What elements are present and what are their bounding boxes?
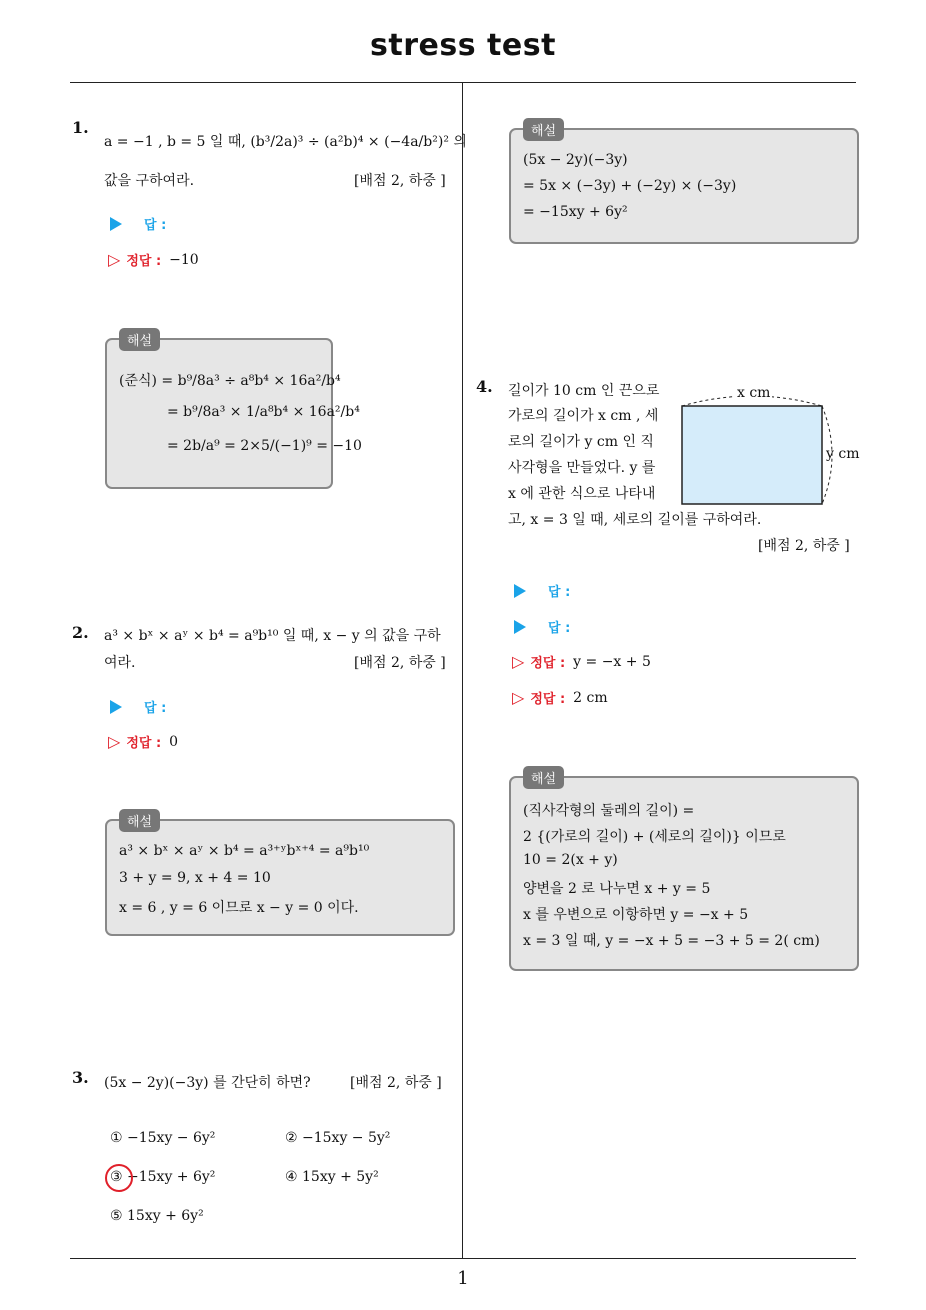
play-filled-icon [110,217,122,231]
q1-explanation-box [105,334,362,489]
q4-correct-value-2: 2 cm [573,689,608,706]
q3-explain-line: = −15xy + 6y² [523,204,628,220]
header-rule [70,82,856,83]
play-filled-icon [110,700,122,714]
page-title: stress test [370,28,556,63]
page-number: 1 [457,1268,469,1289]
diagram-top-label: x cm [737,385,771,401]
play-outline-icon: ▷ [512,652,525,671]
q2-correct-value: 0 [169,733,179,750]
q1-number: 1. [72,118,89,137]
q2-explain-line: 3 + y = 9, x + 4 = 10 [119,870,271,886]
q1-correct-row [108,250,199,269]
diagram-right-label: y cm [826,446,860,462]
q4-correct-value-1: y = −x + 5 [573,653,651,670]
q4-explain-line: (직사각형의 둘레의 길이) = [523,803,695,819]
q4-correct-label-1: 정답 : [530,656,566,671]
q2-text-line2: 여라. [104,655,136,671]
q1-text-line1: a = −1 , b = 5 일 때, (b³/2a)³ ÷ (a²b)⁴ × (−4a/b²)² 의 [104,134,467,150]
q1-score-meta: [배점 2, 하중 ] [354,173,446,189]
play-filled-icon [514,584,526,598]
q3-score-meta: [배점 2, 하중 ] [350,1075,442,1091]
q3-choice-3[interactable]: ③ −15xy + 6y² [110,1169,216,1185]
q4-explanation-tag: 해설 [523,766,564,789]
q1-explain-line: = b⁹/8a³ × 1/a⁸b⁴ × 16a²/b⁴ [167,404,360,420]
q4-explain-line: 10 = 2(x + y) [523,852,618,868]
q4-text-line: 로의 길이가 y cm 인 직 [508,434,654,450]
q3-explain-line: = 5x × (−3y) + (−2y) × (−3y) [523,178,737,194]
play-outline-icon: ▷ [108,732,121,751]
q1-correct-value: −10 [169,251,199,268]
q3-explanation-tag: 해설 [523,118,564,141]
q4-answer-row-2[interactable] [514,617,570,636]
selected-answer-circle-icon [105,1164,133,1192]
q4-text-line: 사각형을 만들었다. y 를 [508,460,656,476]
q2-text-line1: a³ × bˣ × aʸ × b⁴ = a⁹b¹⁰ 일 때, x − y 의 값을 구하 [104,628,441,644]
q1-explain-line: (준식) = b⁹/8a³ ÷ a⁸b⁴ × 16a²/b⁴ [119,373,341,389]
q3-text-line1: (5x − 2y)(−3y) 를 간단히 하면? [104,1075,311,1091]
q3-choice-1[interactable]: ① −15xy − 6y² [110,1130,216,1146]
q4-text-line: x 에 관한 식으로 나타내 [508,486,656,502]
q2-explain-line: x = 6 , y = 6 이므로 x − y = 0 이다. [119,900,359,916]
q4-correct-row-1 [512,652,651,671]
rectangle-shape [682,406,822,504]
q4-answer-row-1[interactable] [514,581,570,600]
q3-choice-5[interactable]: ⑤ 15xy + 6y² [110,1208,204,1224]
play-outline-icon: ▷ [512,688,525,707]
q4-explain-line: x 를 우변으로 이항하면 y = −x + 5 [523,907,749,923]
q2-answer-row[interactable] [110,697,166,716]
q3-number: 3. [72,1068,89,1087]
play-outline-icon: ▷ [108,250,121,269]
q3-choice-2[interactable]: ② −15xy − 5y² [285,1130,391,1146]
q1-explanation-tag: 해설 [119,328,160,351]
q1-correct-label: 정답 : [126,254,162,269]
q4-score-meta: [배점 2, 하중 ] [758,538,850,554]
play-filled-icon [514,620,526,634]
q3-choice-4[interactable]: ④ 15xy + 5y² [285,1169,379,1185]
q1-explain-line: = 2b/a⁹ = 2×5/(−1)⁹ = −10 [167,438,362,454]
q2-answer-label: 답 : [144,701,167,716]
q2-explanation-tag: 해설 [119,809,160,832]
q2-number: 2. [72,623,89,642]
q2-score-meta: [배점 2, 하중 ] [354,655,446,671]
q4-text-line: 길이가 10 cm 인 끈으로 [508,383,660,399]
q4-explanation-box [509,772,859,971]
q4-answer-label-2: 답 : [548,621,571,636]
q2-explain-line: a³ × bˣ × aʸ × b⁴ = a³⁺ʸbˣ⁺⁴ = a⁹b¹⁰ [119,843,370,859]
q4-text-line: 가로의 길이가 x cm , 세 [508,408,659,424]
q3-explanation-box [509,124,859,244]
footer-rule [70,1258,856,1259]
q4-number: 4. [476,377,493,396]
q4-correct-row-2 [512,688,608,707]
q4-correct-label-2: 정답 : [530,692,566,707]
q1-answer-row[interactable] [110,214,166,233]
q4-answer-label-1: 답 : [548,585,571,600]
column-divider [462,83,463,1259]
q2-explanation-box [105,815,455,936]
q2-correct-label: 정답 : [126,736,162,751]
q3-explain-line: (5x − 2y)(−3y) [523,152,628,168]
q2-correct-row [108,732,178,751]
q4-explain-line: 양변을 2 로 나누면 x + y = 5 [523,881,711,897]
q4-explain-line: 2 {(가로의 길이) + (세로의 길이)} 이므로 [523,829,786,845]
q4-explain-line: x = 3 일 때, y = −x + 5 = −3 + 5 = 2( cm) [523,933,820,949]
q1-answer-label: 답 : [144,218,167,233]
q4-text-line: 고, x = 3 일 때, 세로의 길이를 구하여라. [508,512,762,528]
q1-text-line2: 값을 구하여라. [104,173,195,189]
